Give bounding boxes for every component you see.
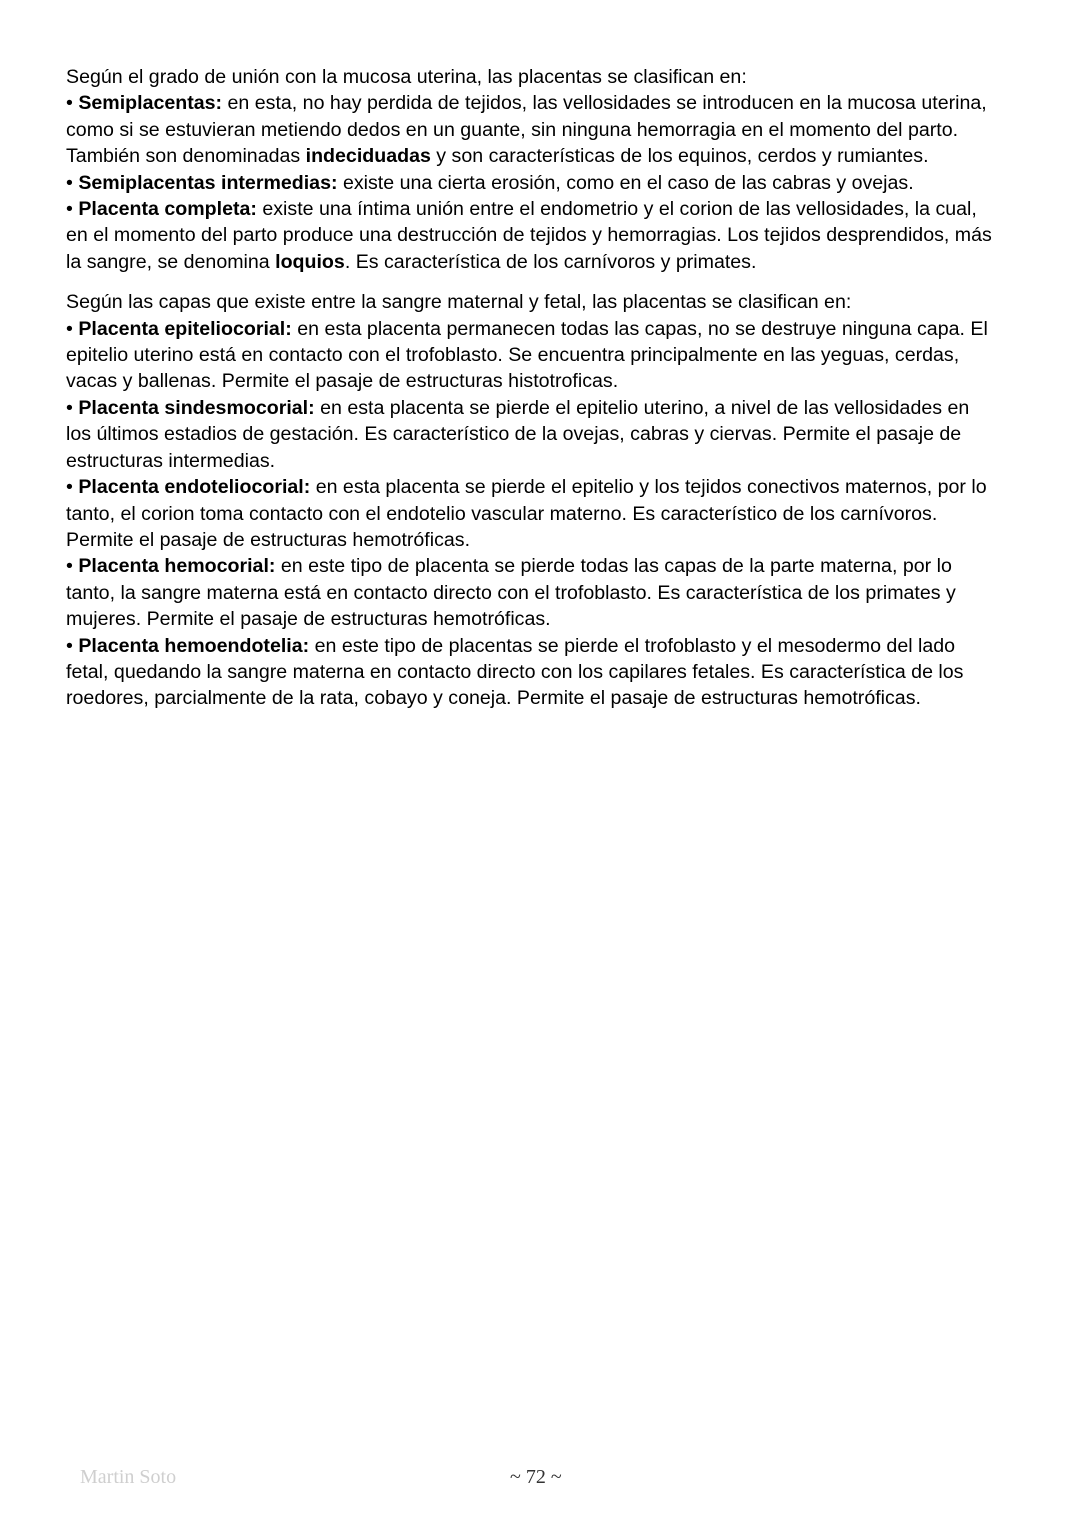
term: Placenta sindesmocorial: (78, 396, 315, 419)
list-item-semiplacentas-intermedias (66, 170, 1026, 196)
item-text: También son denominadas (66, 145, 306, 168)
term: Semiplacentas intermedias: (78, 171, 338, 194)
item-text: en esta placenta se pierde el epitelio y los tejidos conectivos maternos, por lo (310, 476, 987, 499)
item-text: mujeres. Permite el pasaje de estructuras hemotróficas. (66, 608, 551, 631)
term: Placenta hemocorial: (78, 555, 276, 578)
list-item-hemoendotelia (66, 633, 1026, 712)
document-body (66, 64, 1026, 712)
item-text: como si se estuvieran metiendo dedos en un guante, sin ninguna hemorragia en el momento del parto. (66, 118, 959, 141)
term: Placenta epiteliocorial: (78, 317, 292, 340)
item-text: tanto, el corion toma contacto con el endotelio vascular materno. Es característico de los carnívoros. (66, 502, 938, 525)
page-number: ~ 72 ~ (510, 1466, 562, 1488)
bullet: • (66, 476, 73, 499)
bullet: • (66, 92, 73, 115)
item-text: epitelio uterino está en contacto con el trofoblasto. Se encuentra principalmente en las yeguas, cerdas, (66, 344, 960, 367)
item-text: en esta placenta permanecen todas las capas, no se destruye ninguna capa. El (291, 317, 988, 340)
section-intro: Según el grado de unión con la mucosa uterina, las placentas se clasifican en: (66, 66, 747, 88)
bullet: • (66, 198, 73, 221)
item-text: vacas y ballenas. Permite el pasaje de estructuras histotroficas. (66, 370, 619, 393)
item-text: existe una cierta erosión, como en el caso de las cabras y ovejas. (337, 171, 914, 194)
item-text: la sangre, se denomina (66, 250, 276, 273)
bullet: • (66, 555, 73, 578)
item-text: en este tipo de placentas se pierde el trofoblasto y el mesodermo del lado (309, 634, 956, 657)
section-union-mucosa (66, 64, 1026, 275)
item-text: los últimos estadios de gestación. Es característico de la ovejas, cabras y ciervas. Permite el pasaje de (66, 423, 962, 446)
bullet: • (66, 317, 73, 340)
bold-term: indeciduadas (305, 145, 431, 168)
item-text: estructuras intermedias. (66, 449, 276, 472)
list-item-endoteliocorial (66, 474, 1026, 553)
bullet: • (66, 634, 73, 657)
item-text: tanto, la sangre materna está en contacto directo con el trofoblasto. Es característica de los primates y (66, 581, 956, 604)
footer-author: Martin Soto (80, 1466, 177, 1488)
term: Placenta completa: (78, 198, 257, 221)
item-text: roedores, parcialmente de la rata, cobayo y coneja. Permite el pasaje de estructuras hemotróficas. (66, 687, 921, 710)
item-text: fetal, quedando la sangre materna en contacto directo con los capilares fetales. Es característica de los (66, 660, 964, 683)
term: Placenta hemoendotelia: (78, 634, 310, 657)
list-item-sindesmocorial (66, 395, 1026, 474)
list-item-hemocorial (66, 553, 1026, 632)
list-item-placenta-completa (66, 196, 1026, 275)
item-text: . Es característica de los carnívoros y primates. (344, 250, 757, 273)
section-intro: Según las capas que existe entre la sangre maternal y fetal, las placentas se clasifican en: (66, 291, 852, 314)
item-text: en esta placenta se pierde el epitelio uterino, a nivel de las vellosidades en (314, 396, 970, 419)
item-text: y son características de los equinos, cerdos y rumiantes. (430, 145, 929, 168)
item-text: en esta, no hay perdida de tejidos, las vellosidades se introducen en la mucosa uterina, (222, 92, 987, 115)
term: Placenta endoteliocorial: (78, 476, 311, 499)
bold-term: loquios (275, 250, 345, 273)
bullet: • (66, 396, 73, 419)
section-capas (66, 289, 1026, 712)
item-text: en el momento del parto produce una destrucción de tejidos y hemorragias. Los tejidos desprendidos, más (66, 224, 992, 247)
item-text: existe una íntima unión entre el endometrio y el corion de las vellosidades, la cual, (256, 198, 977, 221)
bullet: • (66, 171, 73, 194)
term: Semiplacentas: (78, 92, 223, 115)
item-text: en este tipo de placenta se pierde todas las capas de la parte materna, por lo (275, 555, 952, 578)
list-item-semiplacentas (66, 90, 1026, 169)
list-item-epiteliocorial (66, 316, 1026, 395)
item-text: Permite el pasaje de estructuras hemotróficas. (66, 528, 471, 551)
